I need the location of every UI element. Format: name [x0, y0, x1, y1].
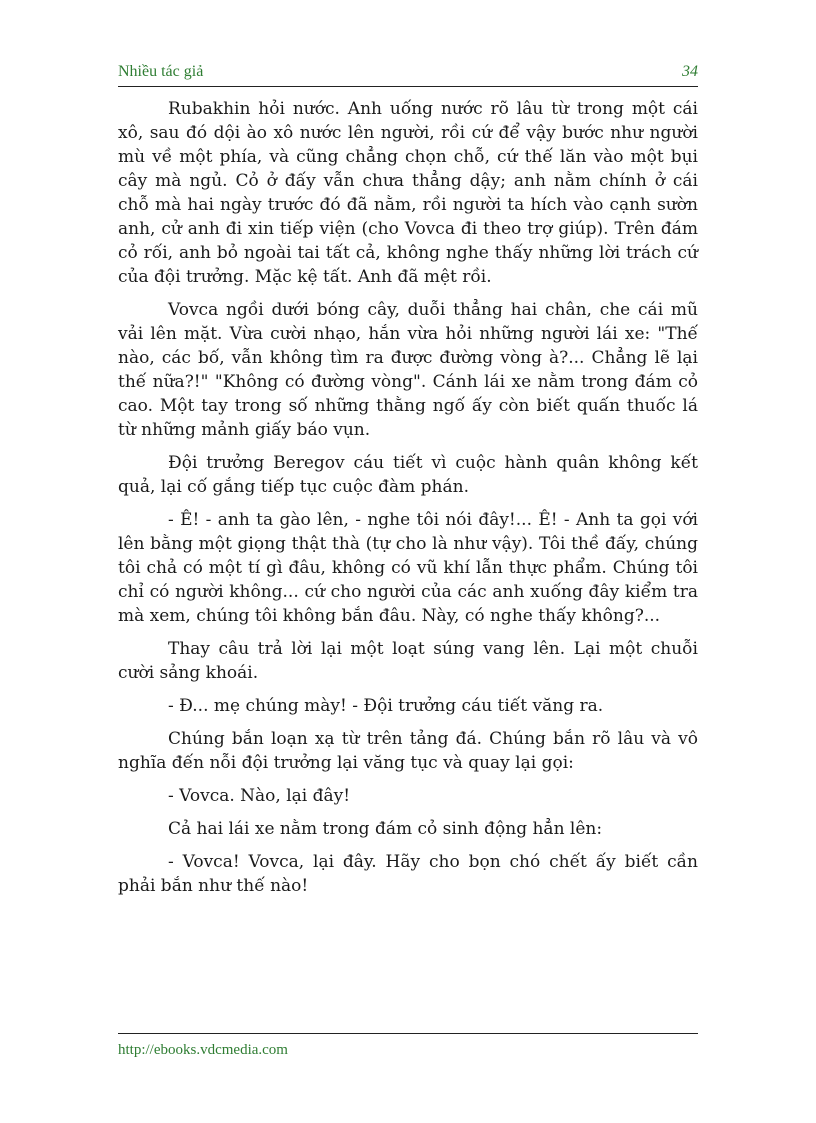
paragraph: Đội trưởng Beregov cáu tiết vì cuộc hành quân không kết quả, lại cố gắng tiếp tục cuộc đàm phán.: [118, 453, 698, 497]
header-divider: [118, 86, 698, 87]
paragraph: Rubakhin hỏi nước. Anh uống nước rõ lâu từ trong một cái xô, sau đó dội ào xô nước lên người, rồi cứ để vậy bước như người mù về một phía, và cũng chẳng chọn chỗ, cứ thế lăn vào một bụi cây mà ngủ. Cỏ ở đấy vẫn chưa thẳng dậy; anh nằm chính ở cái chỗ mà hai ngày trước đó đã nằm, rồi người ta hích vào cạnh sườn anh, cử anh đi xin tiếp viện (cho Vovca đi theo trợ giúp). Trên đám cỏ rối, anh bỏ ngoài tai tất cả, không nghe thấy những lời trách cứ của đội trưởng. Mặc kệ tất. Anh đã mệt rồi.: [118, 99, 698, 287]
footer-url[interactable]: http://ebooks.vdcmedia.com: [118, 1042, 288, 1058]
book-author-header: Nhiều tác giả: [118, 63, 204, 80]
page-body: [118, 97, 698, 907]
footer-divider: [118, 1033, 698, 1034]
page-header: [118, 63, 698, 85]
paragraph: Cả hai lái xe nằm trong đám cỏ sinh động hẳn lên:: [168, 819, 603, 839]
page-number: 34: [682, 63, 698, 80]
paragraph: - Vovca. Nào, lại đây!: [168, 786, 351, 806]
paragraph: Vovca ngồi dưới bóng cây, duỗi thẳng hai chân, che cái mũ vải lên mặt. Vừa cười nhạo, hắn vừa hỏi những người lái xe: "Thế nào, các bố, vẫn không tìm ra được đường vòng à?... Chẳng lẽ lại thế nữa?!" "Không có đường vòng". Cánh lái xe nằm trong đám cỏ cao. Một tay trong số những thằng ngố ấy còn biết quấn thuốc lá từ những mảnh giấy báo vụn.: [118, 300, 698, 440]
paragraph: - Ê! - anh ta gào lên, - nghe tôi nói đây!... Ê! - Anh ta gọi với lên bằng một giọng thật thà (tự cho là như vậy). Tôi thề đấy, chúng tôi chả có một tí gì đâu, không có vũ khí lẫn thực phẩm. Chúng tôi chỉ có người không... cứ cho người của các anh xuống đây kiểm tra mà xem, chúng tôi không bắn đâu. Này, có nghe thấy không?...: [118, 510, 698, 626]
paragraph: - Vovca! Vovca, lại đây. Hãy cho bọn chó chết ấy biết cần phải bắn như thế nào!: [118, 852, 698, 896]
paragraph: Thay câu trả lời lại một loạt súng vang lên. Lại một chuỗi cười sảng khoái.: [118, 639, 698, 683]
paragraph: - Đ... mẹ chúng mày! - Đội trưởng cáu tiết văng ra.: [168, 696, 604, 716]
paragraph: Chúng bắn loạn xạ từ trên tảng đá. Chúng bắn rõ lâu và vô nghĩa đến nỗi đội trưởng lại văng tục và quay lại gọi:: [118, 729, 698, 773]
